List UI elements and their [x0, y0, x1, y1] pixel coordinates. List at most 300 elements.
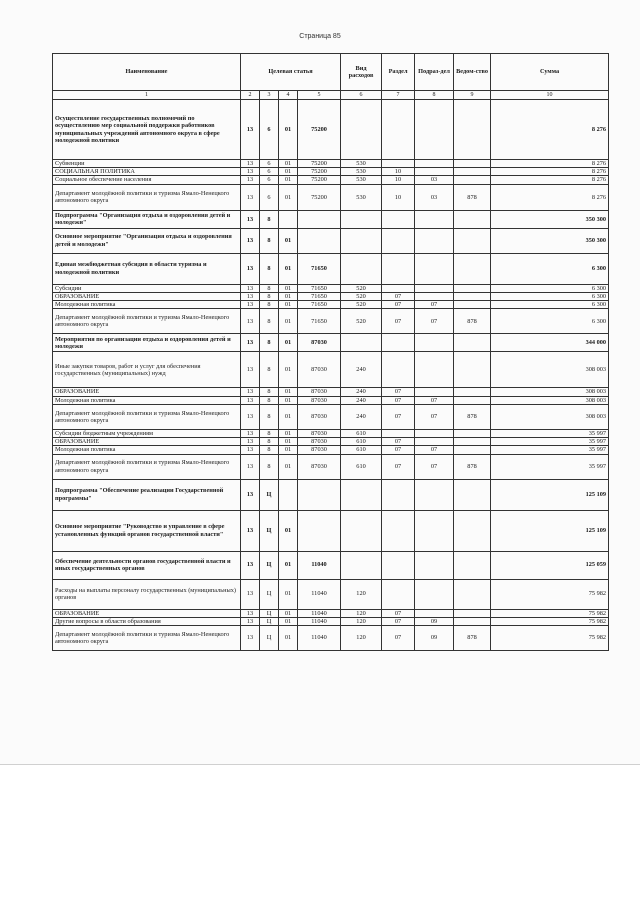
row-name-cell: Другие вопросы в области образования [53, 617, 241, 625]
table-row [53, 253, 609, 284]
expense-type-cell [341, 334, 382, 352]
code-cell: 13 [241, 184, 260, 210]
code-cell [279, 479, 298, 510]
code-cell: 01 [279, 609, 298, 617]
code-cell: 01 [279, 404, 298, 429]
sum-cell: 350 300 [491, 228, 609, 253]
row-name-cell: Субсидии [53, 284, 241, 292]
expense-type-cell [341, 100, 382, 160]
section-cell: 07 [382, 396, 415, 404]
row-name-cell: Молодежная политика [53, 301, 241, 309]
subsection-cell: 03 [415, 176, 454, 184]
section-cell [382, 210, 415, 228]
section-cell [382, 228, 415, 253]
header-sum: Сумма [491, 54, 609, 91]
section-cell [382, 160, 415, 168]
code-cell: 71650 [298, 284, 341, 292]
code-cell: 8 [260, 429, 279, 437]
section-cell [382, 284, 415, 292]
code-cell: 13 [241, 228, 260, 253]
expense-type-cell: 120 [341, 626, 382, 651]
row-name-cell: Основное мероприятие "Руководство и управление в сфере установленных функций органов государственной власти" [53, 510, 241, 551]
subsection-cell [415, 284, 454, 292]
sum-cell: 6 300 [491, 284, 609, 292]
section-cell: 07 [382, 292, 415, 300]
table-row [53, 454, 609, 479]
column-number: 8 [415, 91, 454, 100]
subsection-cell [415, 352, 454, 388]
expense-type-cell: 520 [341, 301, 382, 309]
table-row [53, 292, 609, 300]
sum-cell: 75 982 [491, 617, 609, 625]
expense-type-cell: 530 [341, 160, 382, 168]
code-cell: 13 [241, 292, 260, 300]
department-cell [454, 168, 491, 176]
code-cell: 13 [241, 446, 260, 454]
table-row [53, 284, 609, 292]
budget-table [52, 53, 609, 651]
row-name-cell: Обеспечение деятельности органов государственной власти и иных государственных органов [53, 551, 241, 579]
code-cell: 71650 [298, 253, 341, 284]
code-cell: 01 [279, 168, 298, 176]
sum-cell: 6 300 [491, 309, 609, 334]
section-cell [382, 551, 415, 579]
table-row [53, 626, 609, 651]
sum-cell: 75 982 [491, 579, 609, 609]
code-cell: 75200 [298, 168, 341, 176]
code-cell: 01 [279, 301, 298, 309]
code-cell: Ц [260, 551, 279, 579]
table-row [53, 176, 609, 184]
sum-cell: 8 276 [491, 100, 609, 160]
code-cell: 6 [260, 184, 279, 210]
header-section: Раздел [382, 54, 415, 91]
expense-type-cell: 610 [341, 438, 382, 446]
expense-type-cell: 120 [341, 609, 382, 617]
department-cell [454, 284, 491, 292]
section-cell [382, 352, 415, 388]
code-cell: Ц [260, 579, 279, 609]
code-cell: 01 [279, 334, 298, 352]
table-row [53, 301, 609, 309]
subsection-cell: 07 [415, 301, 454, 309]
code-cell: 11040 [298, 579, 341, 609]
code-cell: 8 [260, 309, 279, 334]
sum-cell: 6 300 [491, 253, 609, 284]
subsection-cell [415, 609, 454, 617]
table-row [53, 388, 609, 396]
subsection-cell [415, 228, 454, 253]
expense-type-cell: 610 [341, 454, 382, 479]
code-cell: 13 [241, 551, 260, 579]
row-name-cell: Иные закупки товаров, работ и услуг для обеспечения государственных (муниципальных) нужд [53, 352, 241, 388]
code-cell: 13 [241, 176, 260, 184]
department-cell [454, 210, 491, 228]
sum-cell: 8 276 [491, 184, 609, 210]
row-name-cell: Молодежная политика [53, 396, 241, 404]
code-cell: 8 [260, 292, 279, 300]
table-row [53, 617, 609, 625]
section-cell [382, 253, 415, 284]
row-name-cell: ОБРАЗОВАНИЕ [53, 609, 241, 617]
department-cell [454, 228, 491, 253]
sum-cell: 350 300 [491, 210, 609, 228]
code-cell: 13 [241, 210, 260, 228]
expense-type-cell: 610 [341, 446, 382, 454]
code-cell: 01 [279, 446, 298, 454]
code-cell: Ц [260, 609, 279, 617]
department-cell [454, 292, 491, 300]
code-cell: Ц [260, 626, 279, 651]
code-cell [298, 510, 341, 551]
code-cell: 71650 [298, 301, 341, 309]
table-row [53, 609, 609, 617]
subsection-cell: 07 [415, 309, 454, 334]
code-cell: 75200 [298, 160, 341, 168]
header-target: Целевая статья [241, 54, 341, 91]
expense-type-cell: 240 [341, 352, 382, 388]
subsection-cell [415, 292, 454, 300]
code-cell: 13 [241, 438, 260, 446]
code-cell: 13 [241, 301, 260, 309]
column-number: 6 [341, 91, 382, 100]
row-name-cell: Субвенции [53, 160, 241, 168]
table-row [53, 168, 609, 176]
row-name-cell: ОБРАЗОВАНИЕ [53, 388, 241, 396]
code-cell: 01 [279, 438, 298, 446]
code-cell: 71650 [298, 292, 341, 300]
code-cell: 13 [241, 284, 260, 292]
code-cell: 13 [241, 454, 260, 479]
code-cell: 8 [260, 228, 279, 253]
column-number: 7 [382, 91, 415, 100]
department-cell [454, 429, 491, 437]
code-cell: 13 [241, 579, 260, 609]
sum-cell: 35 997 [491, 438, 609, 446]
expense-type-cell [341, 510, 382, 551]
column-number: 1 [53, 91, 241, 100]
subsection-cell [415, 551, 454, 579]
table-row [53, 309, 609, 334]
row-name-cell: Социальное обеспечение населения [53, 176, 241, 184]
row-name-cell: Департамент молодёжной политики и туризма Ямало-Ненецкого автономного округа [53, 184, 241, 210]
sum-cell: 35 997 [491, 454, 609, 479]
code-cell: 6 [260, 176, 279, 184]
department-cell [454, 479, 491, 510]
subsection-cell [415, 160, 454, 168]
section-cell: 07 [382, 388, 415, 396]
sum-cell: 35 997 [491, 446, 609, 454]
sum-cell: 308 003 [491, 404, 609, 429]
code-cell: 13 [241, 404, 260, 429]
section-cell [382, 479, 415, 510]
table-row [53, 352, 609, 388]
code-cell: 01 [279, 292, 298, 300]
row-name-cell: Департамент молодёжной политики и туризма Ямало-Ненецкого автономного округа [53, 454, 241, 479]
section-cell [382, 100, 415, 160]
code-cell: 13 [241, 510, 260, 551]
department-cell: 878 [454, 309, 491, 334]
sum-cell: 344 000 [491, 334, 609, 352]
code-cell: 13 [241, 396, 260, 404]
row-name-cell: Единая межбюджетная субсидия в области туризма и молодежной политики [53, 253, 241, 284]
subsection-cell: 07 [415, 454, 454, 479]
department-cell [454, 176, 491, 184]
code-cell: 13 [241, 334, 260, 352]
subsection-cell: 09 [415, 626, 454, 651]
department-cell [454, 388, 491, 396]
row-name-cell: Молодежная политика [53, 446, 241, 454]
table-row [53, 334, 609, 352]
section-cell: 07 [382, 301, 415, 309]
section-cell: 07 [382, 617, 415, 625]
expense-type-cell: 530 [341, 184, 382, 210]
subsection-cell [415, 429, 454, 437]
code-cell: 13 [241, 160, 260, 168]
section-cell: 10 [382, 184, 415, 210]
section-cell: 10 [382, 176, 415, 184]
subsection-cell [415, 510, 454, 551]
expense-type-cell: 120 [341, 617, 382, 625]
code-cell: 11040 [298, 626, 341, 651]
code-cell: 13 [241, 479, 260, 510]
code-cell: 13 [241, 309, 260, 334]
subsection-cell [415, 100, 454, 160]
code-cell: 87030 [298, 454, 341, 479]
expense-type-cell: 530 [341, 176, 382, 184]
code-cell: 01 [279, 176, 298, 184]
code-cell: 8 [260, 334, 279, 352]
expense-type-cell: 240 [341, 388, 382, 396]
department-cell: 878 [454, 404, 491, 429]
sum-cell: 6 300 [491, 301, 609, 309]
row-name-cell: Департамент молодёжной политики и туризма Ямало-Ненецкого автономного округа [53, 309, 241, 334]
section-cell: 07 [382, 609, 415, 617]
department-cell [454, 446, 491, 454]
sum-cell: 35 997 [491, 429, 609, 437]
subsection-cell [415, 479, 454, 510]
row-name-cell: ОБРАЗОВАНИЕ [53, 292, 241, 300]
department-cell [454, 160, 491, 168]
code-cell: 71650 [298, 309, 341, 334]
sum-cell: 8 276 [491, 176, 609, 184]
sum-cell: 308 003 [491, 396, 609, 404]
code-cell: 8 [260, 352, 279, 388]
code-cell: 01 [279, 626, 298, 651]
section-cell: 07 [382, 446, 415, 454]
expense-type-cell: 610 [341, 429, 382, 437]
department-cell [454, 334, 491, 352]
header-department: Ведом-ство [454, 54, 491, 91]
row-name-cell: Департамент молодёжной политики и туризма Ямало-Ненецкого автономного округа [53, 404, 241, 429]
table-row [53, 228, 609, 253]
section-cell [382, 429, 415, 437]
sum-cell: 125 109 [491, 510, 609, 551]
column-number: 10 [491, 91, 609, 100]
expense-type-cell [341, 479, 382, 510]
code-cell: 6 [260, 100, 279, 160]
department-cell [454, 253, 491, 284]
expense-type-cell: 520 [341, 309, 382, 334]
code-cell: 87030 [298, 446, 341, 454]
expense-type-cell [341, 210, 382, 228]
code-cell: 01 [279, 454, 298, 479]
code-cell: 13 [241, 100, 260, 160]
table-row [53, 396, 609, 404]
table-row [53, 210, 609, 228]
department-cell [454, 396, 491, 404]
code-cell: 01 [279, 388, 298, 396]
code-cell [298, 210, 341, 228]
section-cell: 07 [382, 438, 415, 446]
department-cell [454, 617, 491, 625]
code-cell: 8 [260, 253, 279, 284]
code-cell: 13 [241, 253, 260, 284]
subsection-cell: 07 [415, 404, 454, 429]
column-number: 5 [298, 91, 341, 100]
code-cell: 8 [260, 446, 279, 454]
table-header-row [53, 54, 609, 91]
row-name-cell: Департамент молодёжной политики и туризма Ямало-Ненецкого автономного округа [53, 626, 241, 651]
row-name-cell: Подпрограмма "Организация отдыха и оздоровления детей и молодежи" [53, 210, 241, 228]
code-cell: 01 [279, 309, 298, 334]
table-row [53, 438, 609, 446]
code-cell: 01 [279, 429, 298, 437]
section-cell: 07 [382, 404, 415, 429]
row-name-cell: Мероприятия по организации отдыха и оздоровления детей и молодежи [53, 334, 241, 352]
row-name-cell: Расходы на выплаты персоналу государственных (муниципальных) органов [53, 579, 241, 609]
expense-type-cell [341, 551, 382, 579]
code-cell: 13 [241, 429, 260, 437]
code-cell [298, 228, 341, 253]
code-cell: 8 [260, 301, 279, 309]
code-cell: 01 [279, 184, 298, 210]
code-cell: Ц [260, 510, 279, 551]
header-expense: Вид расходов [341, 54, 382, 91]
code-cell: 01 [279, 352, 298, 388]
expense-type-cell: 520 [341, 292, 382, 300]
column-number: 2 [241, 91, 260, 100]
subsection-cell: 07 [415, 396, 454, 404]
department-cell [454, 510, 491, 551]
table-body [53, 100, 609, 651]
code-cell: 11040 [298, 551, 341, 579]
code-cell: 8 [260, 396, 279, 404]
row-name-cell: Субсидии бюджетным учреждениям [53, 429, 241, 437]
subsection-cell [415, 210, 454, 228]
code-cell: 87030 [298, 429, 341, 437]
subsection-cell [415, 168, 454, 176]
subsection-cell [415, 579, 454, 609]
code-cell: 87030 [298, 396, 341, 404]
code-cell: 01 [279, 510, 298, 551]
code-cell: 11040 [298, 617, 341, 625]
subsection-cell [415, 334, 454, 352]
code-cell: 01 [279, 617, 298, 625]
code-cell: 13 [241, 352, 260, 388]
section-cell [382, 334, 415, 352]
header-subsection: Подраз-дел [415, 54, 454, 91]
sum-cell: 8 276 [491, 160, 609, 168]
subsection-cell [415, 388, 454, 396]
department-cell [454, 551, 491, 579]
department-cell: 878 [454, 184, 491, 210]
code-cell [298, 479, 341, 510]
department-cell: 878 [454, 626, 491, 651]
expense-type-cell: 240 [341, 396, 382, 404]
row-name-cell: Основное мероприятие "Организация отдыха и оздоровления детей и молодежи" [53, 228, 241, 253]
code-cell: Ц [260, 617, 279, 625]
sum-cell: 75 982 [491, 609, 609, 617]
header-name: Наименование [53, 54, 241, 91]
code-cell: 6 [260, 168, 279, 176]
section-cell: 07 [382, 626, 415, 651]
column-number: 4 [279, 91, 298, 100]
code-cell: 8 [260, 404, 279, 429]
code-cell: 8 [260, 454, 279, 479]
subsection-cell: 07 [415, 446, 454, 454]
table-row [53, 510, 609, 551]
code-cell: 01 [279, 160, 298, 168]
sum-cell: 75 982 [491, 626, 609, 651]
code-cell: 8 [260, 210, 279, 228]
code-cell: 01 [279, 253, 298, 284]
section-cell [382, 579, 415, 609]
expense-type-cell: 120 [341, 579, 382, 609]
row-name-cell: ОБРАЗОВАНИЕ [53, 438, 241, 446]
code-cell: 01 [279, 228, 298, 253]
code-cell: 87030 [298, 404, 341, 429]
table-row [53, 579, 609, 609]
sum-cell: 125 059 [491, 551, 609, 579]
code-cell: 87030 [298, 334, 341, 352]
subsection-cell: 03 [415, 184, 454, 210]
code-cell: Ц [260, 479, 279, 510]
table-row [53, 479, 609, 510]
department-cell [454, 301, 491, 309]
department-cell [454, 352, 491, 388]
table-row [53, 100, 609, 160]
sum-cell: 125 109 [491, 479, 609, 510]
code-cell: 6 [260, 160, 279, 168]
sum-cell: 6 300 [491, 292, 609, 300]
department-cell: 878 [454, 454, 491, 479]
expense-type-cell [341, 228, 382, 253]
table-row [53, 404, 609, 429]
row-name-cell: Подпрограмма "Обеспечение реализации Государственной программы" [53, 479, 241, 510]
section-cell: 07 [382, 454, 415, 479]
section-cell: 07 [382, 309, 415, 334]
table-row [53, 184, 609, 210]
code-cell: 01 [279, 284, 298, 292]
code-cell [279, 210, 298, 228]
code-cell: 11040 [298, 609, 341, 617]
subsection-cell [415, 438, 454, 446]
column-number: 3 [260, 91, 279, 100]
code-cell: 01 [279, 396, 298, 404]
scan-edge [0, 764, 640, 765]
table-row [53, 429, 609, 437]
code-cell: 13 [241, 168, 260, 176]
row-name-cell: Осуществление государственных полномочий по осуществлению мер социальной поддержки работников муниципальных учреждений автономного округа в сфере молодежной политики [53, 100, 241, 160]
code-cell: 87030 [298, 352, 341, 388]
expense-type-cell: 530 [341, 168, 382, 176]
expense-type-cell: 520 [341, 284, 382, 292]
subsection-cell [415, 253, 454, 284]
code-cell: 87030 [298, 438, 341, 446]
column-number: 9 [454, 91, 491, 100]
code-cell: 13 [241, 617, 260, 625]
